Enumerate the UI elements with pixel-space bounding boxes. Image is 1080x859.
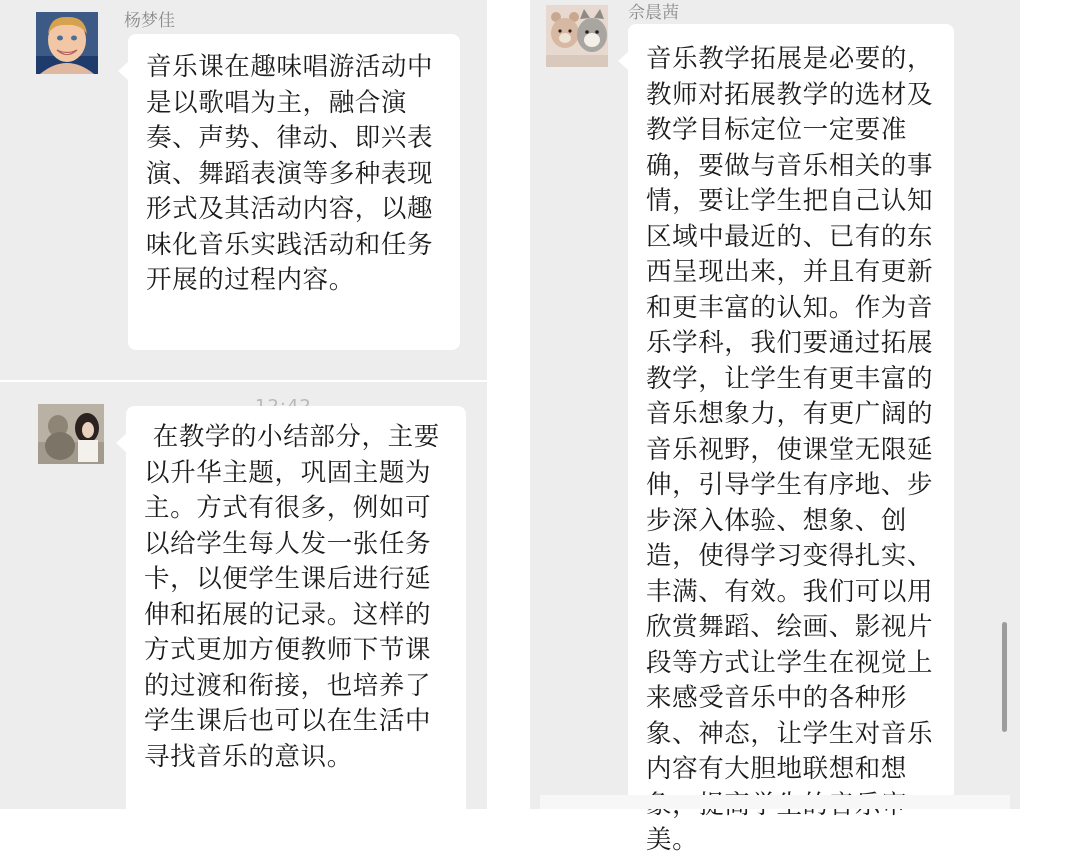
girl-with-dog-photo-icon	[38, 404, 104, 464]
chat-screenshot-a	[0, 0, 487, 380]
chat-screenshot-c	[530, 0, 1020, 855]
bottom-edge	[540, 795, 1010, 809]
boy-photo-icon	[36, 12, 98, 74]
sender-name: 佘晨茜	[628, 3, 679, 23]
bear-and-cat-photo-avatar[interactable]	[546, 5, 608, 67]
bear-and-cat-photo-icon	[546, 5, 608, 67]
message-bubble[interactable]	[126, 406, 466, 816]
message-text: 音乐课在趣味唱游活动中是以歌唱为主，融合演奏、声势、律动、即兴表演、舞蹈表演等多种表现形式及其活动内容，以趣味化音乐实践活动和任务开展的过程内容。	[146, 52, 434, 295]
message-text: 在教学的小结部分，主要以升华主题，巩固主题为主。方式有很多，例如可以给学生每人发一张任务卡，以便学生课后进行延伸和拓展的记录。这样的方式更加方便教师下节课的过渡和衔接，也培养了学生课后也可以在生活中寻找音乐的意识。	[144, 422, 440, 772]
message-bubble[interactable]	[128, 34, 460, 350]
message-bubble[interactable]	[628, 24, 954, 855]
message-text: 音乐教学拓展是必要的，教师对拓展教学的选材及教学目标定位一定要准确，要做与音乐相关的事情，要让学生把自己认知区域中最近的、已有的东西呈现出来，并且有更新和更丰富的认知。作为音乐学科，我们要通过拓展教学，让学生有更丰富的音乐想象力，有更广阔的音乐视野，使课堂无限延伸，引导学生有序地、步步深入体验、想象、创造，使得学习变得扎实、丰满、有效。我们可以用欣赏舞蹈、绘画、影视片段等方式让学生在视觉上来感受音乐中的各种形象、神态，让学生对音乐内容有大胆地联想和想 美。	[646, 44, 934, 855]
sender-name: 杨梦佳	[124, 11, 175, 31]
boy-photo-avatar[interactable]	[36, 12, 98, 74]
chat-screenshot-b	[0, 382, 487, 809]
scrollbar-thumb[interactable]	[1002, 622, 1007, 732]
girl-with-dog-photo-avatar[interactable]	[38, 404, 104, 464]
